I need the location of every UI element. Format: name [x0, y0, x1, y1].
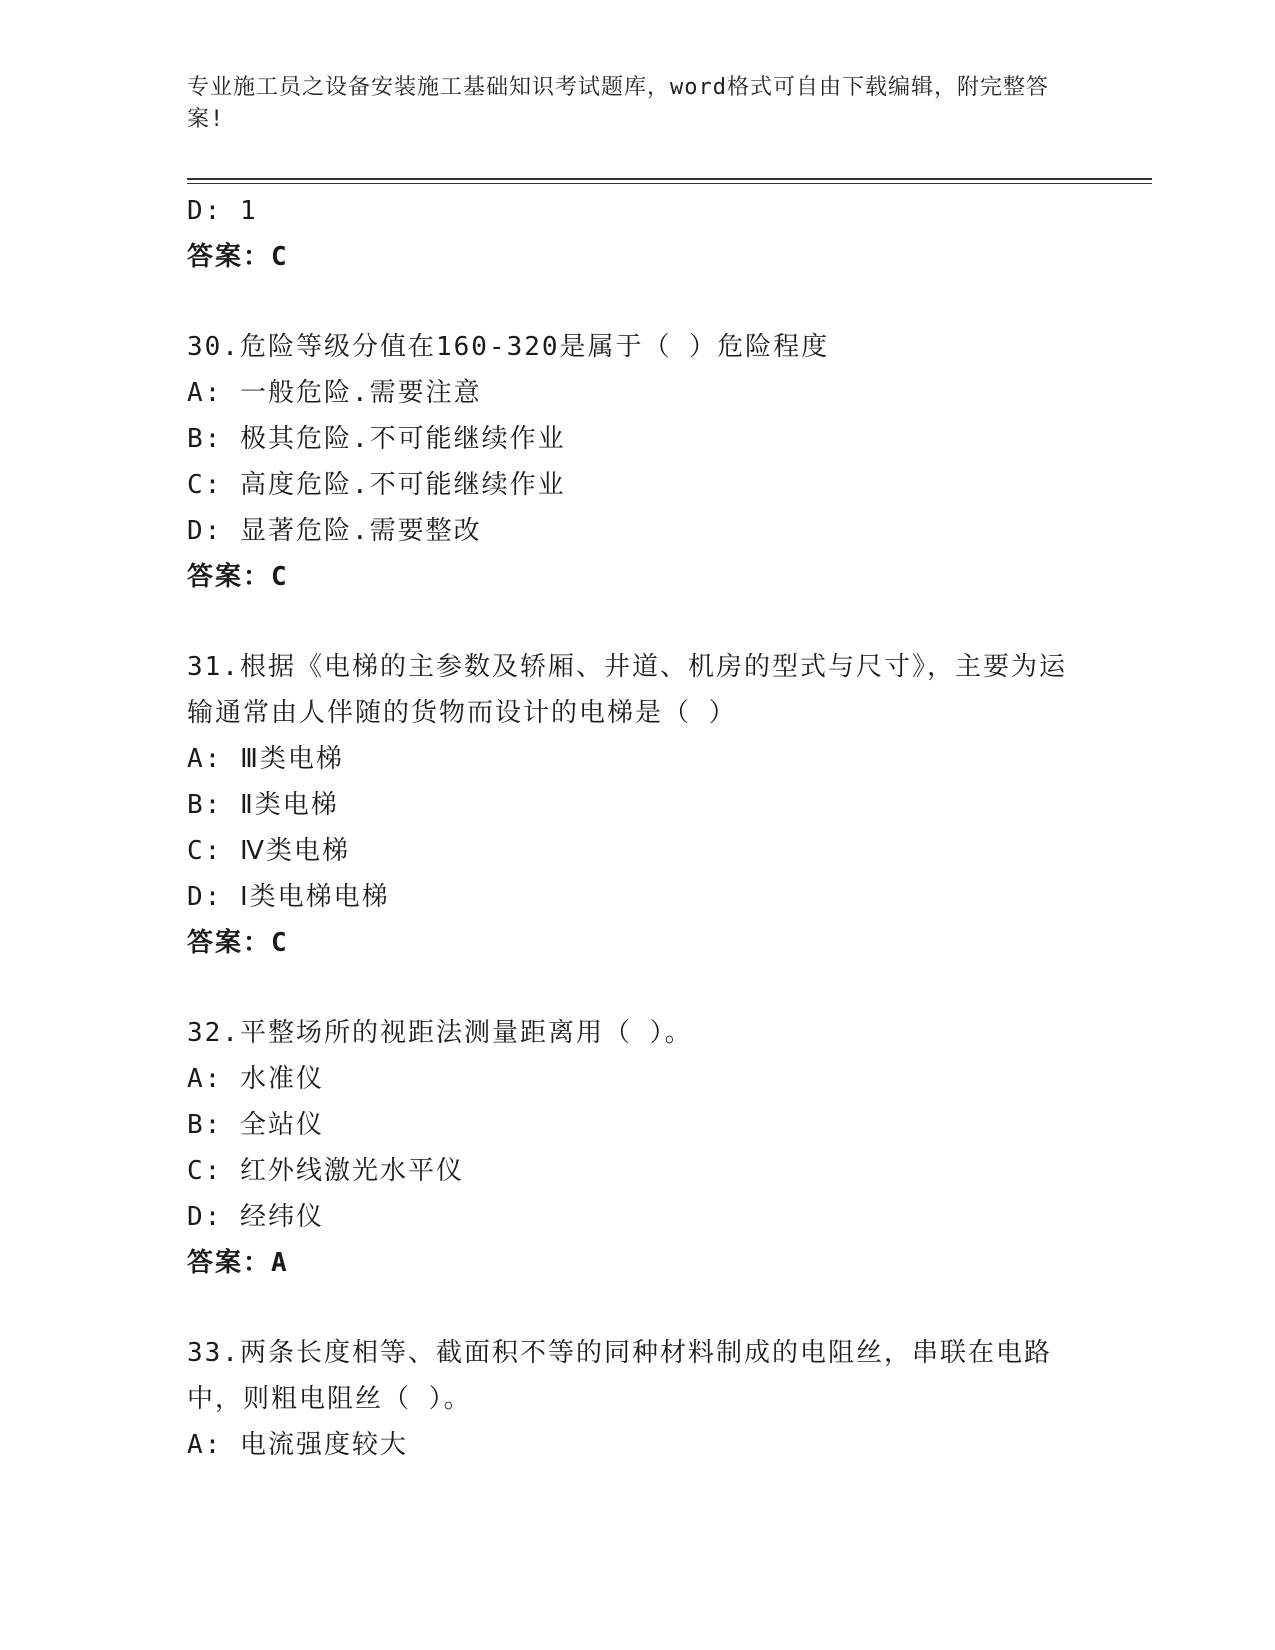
question-31-option-d: D: Ⅰ类电梯电梯: [187, 882, 390, 912]
question-32-option-a: A: 水准仪: [187, 1064, 324, 1094]
question-31-option-b: B: Ⅱ类电梯: [187, 790, 339, 820]
prev-question-answer: 答案：C: [187, 242, 289, 272]
question-30-option-d: D: 显著危险.需要整改: [187, 516, 482, 546]
question-33-option-a: A: 电流强度较大: [187, 1430, 408, 1460]
document-header: 专业施工员之设备安装施工基础知识考试题库，word格式可自由下载编辑，附完整答案!: [187, 75, 1049, 132]
question-31-option-c: C: Ⅳ类电梯: [187, 836, 350, 866]
question-31-stem: 31.根据《电梯的主参数及轿厢、井道、机房的型式与尺寸》，主要为运输通常由人伴随的货物而设计的电梯是（ ）: [187, 652, 1067, 728]
question-list: [187, 188, 1087, 1468]
spacer: [187, 600, 1087, 644]
question-32-option-c: C: 红外线激光水平仪: [187, 1156, 464, 1186]
question-32-answer: 答案：A: [187, 1248, 289, 1278]
question-30-option-a: A: 一般危险.需要注意: [187, 378, 482, 408]
header-divider-thick: [187, 178, 1152, 180]
question-30-stem: 30.危险等级分值在160-320是属于（ ）危险程度: [187, 332, 830, 362]
spacer: [187, 1286, 1087, 1330]
question-32-option-d: D: 经纬仪: [187, 1202, 324, 1232]
question-33-stem: 33.两条长度相等、截面积不等的同种材料制成的电阻丝，串联在电路中，则粗电阻丝（ ）。: [187, 1338, 1052, 1414]
question-30-answer: 答案：C: [187, 562, 289, 592]
question-32-option-b: B: 全站仪: [187, 1110, 324, 1140]
question-31-answer: 答案：C: [187, 928, 289, 958]
question-30-option-b: B: 极其危险.不可能继续作业: [187, 424, 566, 454]
question-30-option-c: C: 高度危险.不可能继续作业: [187, 470, 566, 500]
prev-question-option-d: D: 1: [187, 196, 258, 226]
header-divider-thin: [187, 183, 1152, 184]
spacer: [187, 280, 1087, 324]
question-31-option-a: A: Ⅲ类电梯: [187, 744, 344, 774]
spacer: [187, 966, 1087, 1010]
question-32-stem: 32.平整场所的视距法测量距离用（ ）。: [187, 1018, 693, 1048]
